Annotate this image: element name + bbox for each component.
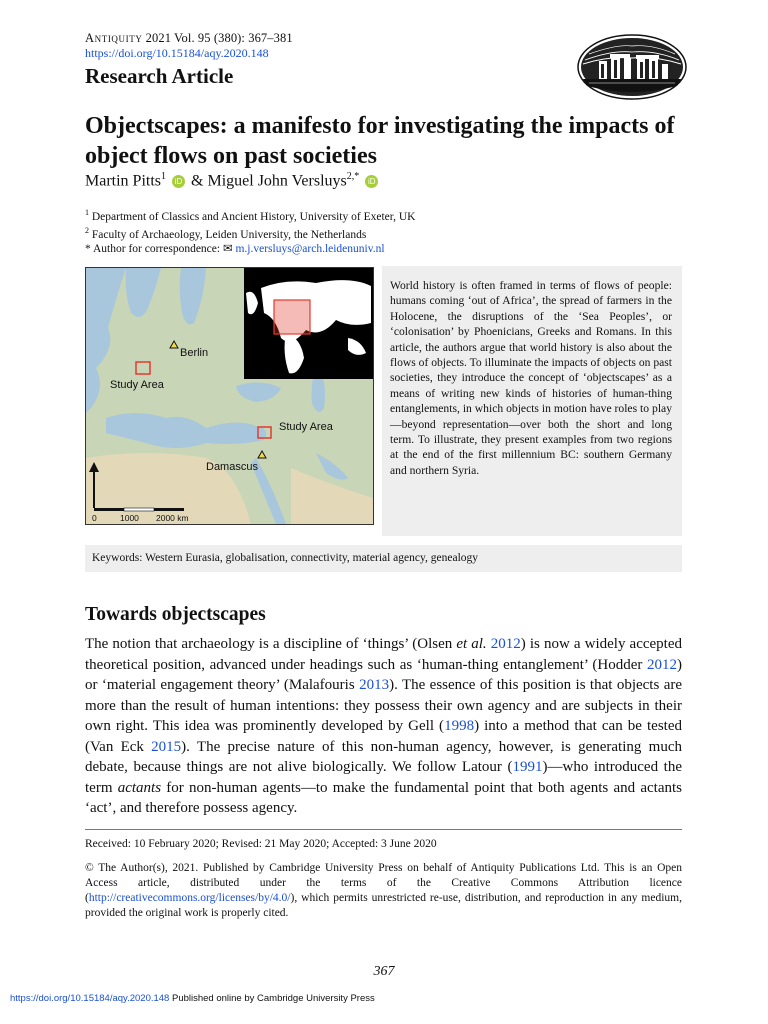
page-number: 367 [373, 964, 395, 979]
map-image [86, 268, 373, 524]
footer-doi-link[interactable]: https://doi.org/10.15184/aqy.2020.148 [10, 993, 170, 1004]
footer-published: Published online by Cambridge University Press [169, 993, 375, 1004]
keywords-box [85, 545, 682, 572]
citation-link[interactable]: 1991 [512, 759, 543, 775]
author-pitts-affil: 1 [161, 171, 167, 182]
divider [85, 829, 682, 830]
abstract-text: World history is often framed in terms of flows of people: humans coming ‘out of Africa’, the spread of farmers in the Holocene, the disruptions of the ‘Sea Peoples’, or ‘colonisation’ by Phoenicians, Greeks and Romans. In this article, the authors argue that world history is also about the flows of objects. To illuminate the impacts of objects on past societies, they introduce the concept of ‘objectscapes’ as a means of writing new kinds of histories of human-thing entanglements, in which objects in motion have roles to play—beyond representation—over both the short and long term. To illustrate, they present examples from two regions at the end of the first millennium BC: southern Germany and northern Syria. [390, 279, 673, 477]
orcid-icon[interactable]: iD [365, 175, 378, 188]
authors [85, 171, 380, 190]
keywords-text: Keywords: Western Eurasia, globalisation, connectivity, material agency, genealogy [92, 552, 479, 564]
author-separator: & [187, 172, 208, 190]
body-text: The notion that archaeology is a discipline of ‘things’ (Olsen et al. 2012) is now a widely accepted theoretical position, advanced under headings such as ‘human-thing entanglement’ (Hodder 2012) or ‘material engagement theory’ (Malafouris 2013). The essence of this position is that objects are more than the result of human intentions: they possess their own agency and are subjects in their own right. This idea was prominently developed by Gell (1998) into a method that can be tested (Van Eck 2015). The precise nature of this non-human agency, however, is generating much debate, because things are not alive biologically. We follow Latour (1991)—who introduced the term actants for non-human agents—to make the fundamental point that both agents and actants ‘act’, and therefore possess agency. [85, 636, 683, 816]
footer [10, 993, 375, 1004]
citation-link[interactable]: 2013 [359, 677, 390, 693]
label-berlin: Berlin [180, 347, 209, 359]
correspondence [85, 242, 415, 256]
author-versluys[interactable]: Miguel John Versluys [207, 172, 347, 190]
journal-name: Antiquity [85, 31, 143, 45]
label-study-area-2: Study Area [279, 421, 333, 433]
journal-citation [85, 31, 293, 46]
affiliation-1: $^1$ Department of Classics and Ancient History, University of Exeter, UK [85, 208, 416, 223]
scale-label-2000: 2000 km [156, 513, 189, 523]
license-link[interactable]: http://creativecommons.org/licenses/by/4.0/ [88, 892, 291, 904]
journal-details: 2021 Vol. 95 (380): 367–381 [142, 31, 293, 45]
license-text: © The Author(s), 2021. Published by Cambridge University Press on behalf of Antiquity Publications Ltd. This is an Open Access article, distributed under the terms of the Creative Commons Attribution licence (http://creativecommons.org/licenses/by/4.0/), which permits unrestricted re-use, distribution, and reproduction in any medium, provided the original work is properly cited. [85, 862, 682, 919]
article-type: Research Article [85, 64, 234, 88]
author-pitts[interactable]: Martin Pitts [85, 172, 162, 190]
correspondence-email[interactable]: m.j.versluys@arch.leidenuniv.nl [235, 242, 385, 255]
section-heading: Towards objectscapes [85, 604, 266, 625]
citation-link[interactable]: 1998 [444, 718, 475, 734]
orcid-icon[interactable]: iD [172, 175, 185, 188]
article-title: Objectscapes: a manifesto for investigating the impacts of object flows on past societies [85, 113, 675, 169]
inset-study-region-box [274, 300, 310, 334]
affiliation-2: $^2$ Faculty of Archaeology, Leiden University, the Netherlands [85, 225, 367, 241]
citation-link[interactable]: 2015 [151, 738, 182, 755]
abstract-box [382, 266, 682, 536]
author-versluys-affil: 2,* [346, 171, 360, 182]
label-damascus: Damascus [206, 461, 258, 473]
doi-link[interactable]: https://doi.org/10.15184/aqy.2020.148 [85, 46, 269, 60]
citation-link[interactable]: 2012 [647, 656, 677, 673]
scale-label-0: 0 [92, 513, 97, 523]
map-figure [85, 267, 374, 525]
scale-label-1000: 1000 [120, 513, 139, 523]
label-study-area-1: Study Area [110, 379, 164, 391]
citation-link[interactable]: 2012 [490, 636, 521, 652]
received-dates: Received: 10 February 2020; Revised: 21 May 2020; Accepted: 3 June 2020 [85, 838, 437, 850]
correspondence-label: * Author for correspondence: ✉ [85, 242, 236, 255]
affiliations [85, 206, 415, 256]
journal-logo-icon [577, 34, 687, 100]
